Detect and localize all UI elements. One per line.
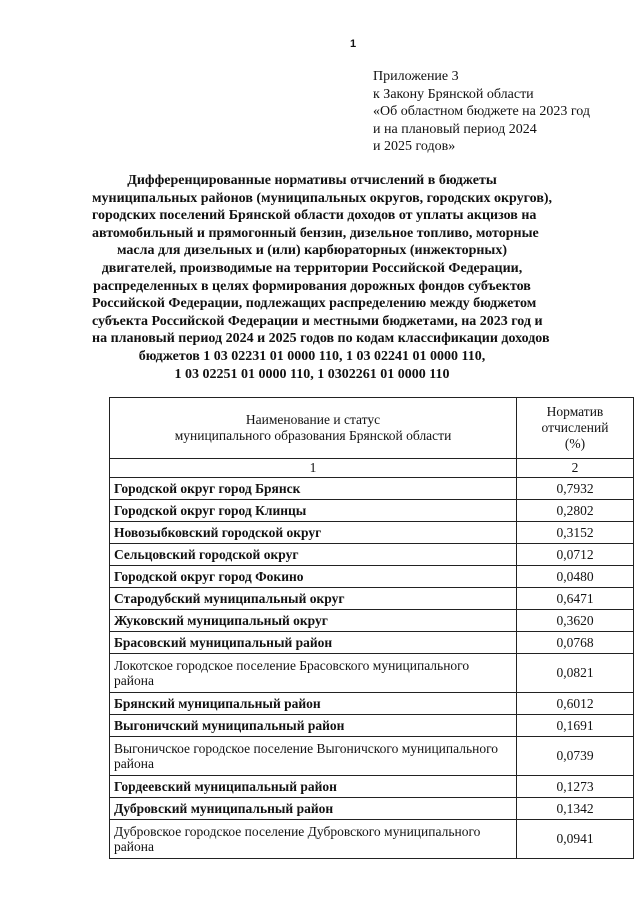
municipality-name: Жуковский муниципальный округ: [110, 610, 517, 632]
norms-table: [109, 397, 634, 859]
header-value-line: отчислений: [541, 420, 609, 435]
norm-value: 0,1691: [517, 715, 634, 737]
title-line: масла для дизельных и (или) карбюраторных (инжекторных): [116, 243, 508, 259]
title-line: автомобильный и прямогонный бензин, дизельное топливо, моторные: [92, 225, 539, 241]
column-number: 1: [110, 459, 517, 478]
norm-value: 0,6012: [517, 693, 634, 715]
title-line: 1 03 02251 01 0000 110, 1 0302261 01 0000 110: [174, 366, 450, 382]
norm-value: 0,0821: [517, 654, 634, 693]
header-name-line: муниципального образования Брянской области: [174, 428, 452, 443]
document-title: [92, 172, 553, 383]
norm-value: 0,0739: [517, 737, 634, 776]
table-row: [110, 522, 634, 544]
municipality-name: Городской округ город Клинцы: [110, 500, 517, 522]
norm-value: 0,7932: [517, 478, 634, 500]
appendix-reference: [373, 68, 635, 156]
table-row: [110, 478, 634, 500]
table-row: [110, 500, 634, 522]
norm-value: 0,0480: [517, 566, 634, 588]
title-line: бюджетов 1 03 02231 01 0000 110, 1 03 02241 01 0000 110,: [138, 348, 486, 364]
norm-value: 0,2802: [517, 500, 634, 522]
header-name-line: Наименование и статус: [245, 412, 381, 427]
norm-value: 0,1273: [517, 776, 634, 798]
table-row: [110, 632, 634, 654]
norm-value: 0,0941: [517, 820, 634, 859]
settlement-name: Локотское городское поселение Брасовского муниципального района: [110, 654, 517, 693]
appendix-line: «Об областном бюджете на 2023 год: [373, 104, 590, 120]
municipality-name: Стародубский муниципальный округ: [110, 588, 517, 610]
table-row: [110, 776, 634, 798]
table-row: [110, 654, 634, 693]
municipality-name: Брянский муниципальный район: [110, 693, 517, 715]
municipality-name: Городской округ город Брянск: [110, 478, 517, 500]
table-row: [110, 610, 634, 632]
norm-value: 0,3620: [517, 610, 634, 632]
norm-value: 0,0712: [517, 544, 634, 566]
header-value-line: (%): [564, 436, 586, 451]
title-line: Российской Федерации, подлежащих распределению между бюджетом: [92, 296, 537, 312]
norm-value: 0,3152: [517, 522, 634, 544]
municipality-name: Городской округ город Фокино: [110, 566, 517, 588]
table-row: [110, 715, 634, 737]
settlement-name: Выгоничское городское поселение Выгоничского муниципального района: [110, 737, 517, 776]
table-row: [110, 544, 634, 566]
appendix-line: и на плановый период 2024: [373, 121, 537, 137]
column-number-row: [110, 459, 634, 478]
norm-value: 0,0768: [517, 632, 634, 654]
municipality-name: Выгоничский муниципальный район: [110, 715, 517, 737]
settlement-name: Дубровское городское поселение Дубровского муниципального района: [110, 820, 517, 859]
title-line: городских поселений Брянской области доходов от уплаты акцизов на: [92, 208, 537, 224]
title-line: субъекта Российской Федерации и местными бюджетами, на 2023 год и: [92, 313, 543, 329]
title-line: Дифференцированные нормативы отчислений в бюджеты: [127, 173, 497, 188]
municipality-name: Сельцовский городской округ: [110, 544, 517, 566]
title-line: муниципальных районов (муниципальных округов, городских округов),: [92, 190, 553, 206]
appendix-line: и 2025 годов»: [373, 139, 456, 155]
table-row: [110, 566, 634, 588]
title-line: на плановый период 2024 и 2025 годов по кодам классификации доходов: [92, 331, 550, 347]
municipality-name: Брасовский муниципальный район: [110, 632, 517, 654]
header-value-line: Норматив: [546, 404, 604, 419]
municipality-name: Дубровский муниципальный район: [110, 798, 517, 820]
appendix-line: Приложение 3: [373, 69, 459, 84]
table-row: [110, 820, 634, 859]
header-name-cell: [110, 398, 517, 459]
table-row: [110, 798, 634, 820]
municipality-name: Новозыбковский городской округ: [110, 522, 517, 544]
appendix-line: к Закону Брянской области: [373, 86, 534, 102]
municipality-name: Гордеевский муниципальный район: [110, 776, 517, 798]
table-row: [110, 588, 634, 610]
title-line: распределенных в целях формирования дорожных фондов субъектов: [93, 278, 531, 294]
table-row: [110, 693, 634, 715]
page-number: 1: [350, 38, 357, 50]
header-value-cell: [517, 398, 634, 459]
column-number: 2: [517, 459, 634, 478]
title-line: двигателей, производимые на территории Российской Федерации,: [101, 260, 523, 276]
norm-value: 0,6471: [517, 588, 634, 610]
table-row: [110, 737, 634, 776]
norm-value: 0,1342: [517, 798, 634, 820]
